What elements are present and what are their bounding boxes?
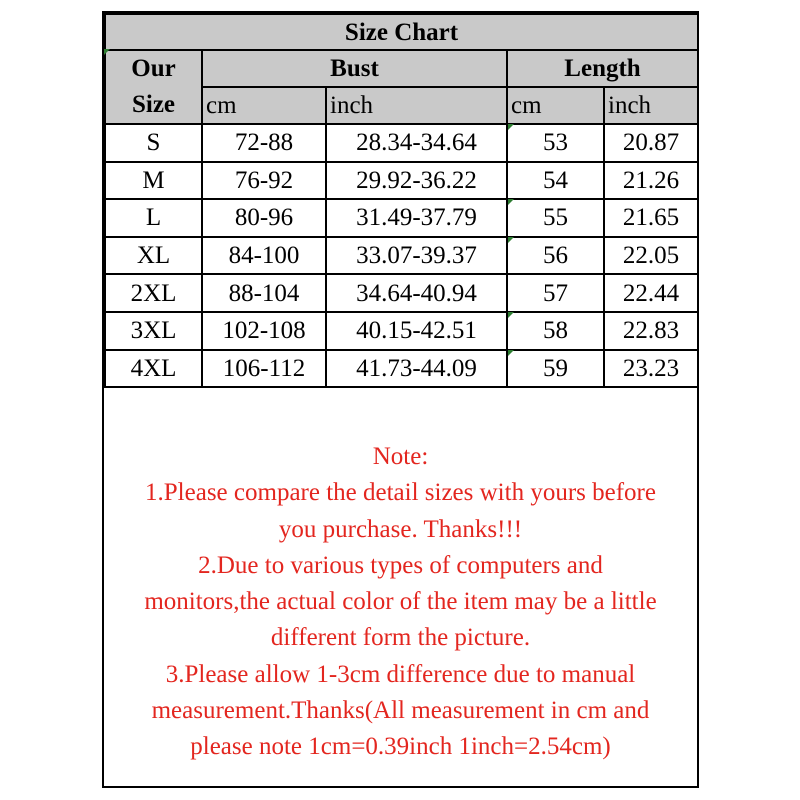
- length-inch-value: 21.65: [604, 199, 698, 237]
- bust-inch-value: 34.64-40.94: [326, 274, 507, 312]
- bust-cm-value: 80-96: [202, 199, 326, 237]
- size-label: M: [105, 162, 202, 200]
- note-line: you purchase. Thanks!!!: [278, 515, 523, 543]
- cell-marker-icon: [508, 350, 514, 356]
- length-inch-value: 21.26: [604, 162, 698, 200]
- cell-marker-icon: [104, 49, 110, 55]
- cell-marker-icon: [508, 312, 514, 318]
- cell-marker-icon: [508, 237, 514, 243]
- size-label: 2XL: [105, 274, 202, 312]
- bust-inch-value: 41.73-44.09: [326, 350, 507, 388]
- bust-inch-value: 29.92-36.22: [326, 162, 507, 200]
- table-row: [105, 312, 698, 350]
- bust-cm-value: 76-92: [202, 162, 326, 200]
- bust-header: Bust: [202, 50, 507, 87]
- table-row: [105, 162, 698, 200]
- bust-cm-value: 88-104: [202, 274, 326, 312]
- length-inch-value: 23.23: [604, 350, 698, 388]
- bust-cm-value: 72-88: [202, 124, 326, 162]
- size-table: [104, 13, 699, 388]
- length-inch-value: 22.83: [604, 312, 698, 350]
- bust-cm-value: 84-100: [202, 237, 326, 275]
- note-line: monitors,the actual color of the item may be a little: [144, 588, 657, 616]
- table-row: [105, 237, 698, 275]
- size-chart-sheet: [102, 11, 699, 788]
- note-line: 2.Due to various types of computers and: [198, 551, 603, 579]
- note-line: please note 1cm=0.39inch 1inch=2.54cm): [190, 733, 611, 761]
- bust-cm-header: cm: [202, 87, 326, 124]
- bust-inch-value: 28.34-34.64: [326, 124, 507, 162]
- bust-inch-value: 33.07-39.37: [326, 237, 507, 275]
- bust-cm-value: 106-112: [202, 350, 326, 388]
- length-cm-value: 53: [507, 124, 604, 162]
- size-label: L: [105, 199, 202, 237]
- length-inch-value: 20.87: [604, 124, 698, 162]
- bust-inch-header: inch: [326, 87, 507, 124]
- length-header: Length: [507, 50, 698, 87]
- note-line: 3.Please allow 1-3cm difference due to manual: [165, 660, 636, 688]
- cell-marker-icon: [508, 124, 514, 130]
- length-inch-value: 22.05: [604, 237, 698, 275]
- size-label: 4XL: [105, 350, 202, 388]
- note-block: [104, 439, 697, 766]
- note-line: 1.Please compare the detail sizes with yours before: [145, 479, 656, 507]
- length-cm-value: 59: [507, 350, 604, 388]
- table-row: [105, 274, 698, 312]
- bust-inch-value: 31.49-37.79: [326, 199, 507, 237]
- bust-inch-value: 40.15-42.51: [326, 312, 507, 350]
- length-cm-value: 58: [507, 312, 604, 350]
- size-label: S: [105, 124, 202, 162]
- length-cm-value: 57: [507, 274, 604, 312]
- table-row: [105, 350, 698, 388]
- table-row: [105, 199, 698, 237]
- size-label: XL: [105, 237, 202, 275]
- cell-marker-icon: [508, 199, 514, 205]
- length-cm-value: 54: [507, 162, 604, 200]
- size-label: 3XL: [105, 312, 202, 350]
- table-row: [105, 124, 698, 162]
- size-chart-title: Size Chart: [105, 14, 698, 50]
- our-size-header: [105, 50, 202, 124]
- length-inch-header: inch: [604, 87, 698, 124]
- note-line: different form the picture.: [270, 624, 531, 652]
- length-cm-value: 56: [507, 237, 604, 275]
- note-heading: Note:: [372, 443, 429, 470]
- note-line: measurement.Thanks(All measurement in cm and: [151, 697, 650, 725]
- our-size-header-line2: Size: [131, 91, 176, 118]
- our-size-header-line1: Our: [131, 55, 176, 82]
- length-cm-header: cm: [507, 87, 604, 124]
- length-cm-value: 55: [507, 199, 604, 237]
- bust-cm-value: 102-108: [202, 312, 326, 350]
- length-inch-value: 22.44: [604, 274, 698, 312]
